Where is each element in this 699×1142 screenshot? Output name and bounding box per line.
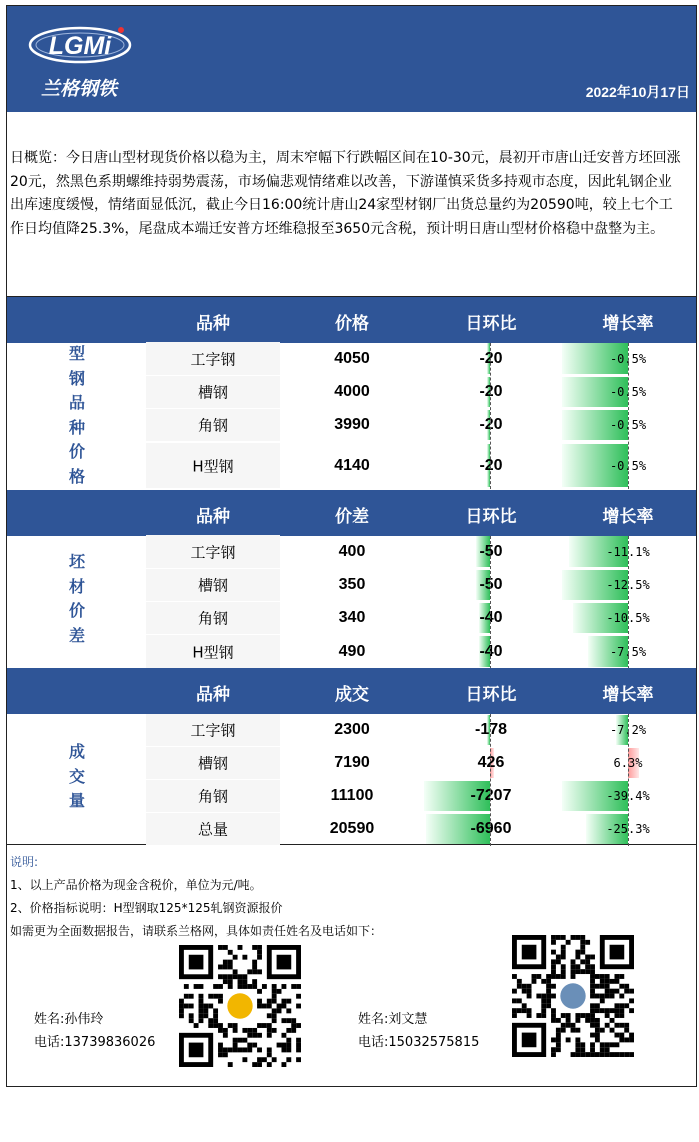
product-value: 3990 xyxy=(334,416,370,433)
divider xyxy=(7,844,696,845)
side-label-char: 格 xyxy=(68,466,85,486)
product-value: 4140 xyxy=(334,457,370,474)
column-header: 增长率 xyxy=(602,507,654,527)
product-name: 角钢 xyxy=(197,787,229,806)
side-label-char: 坯 xyxy=(68,552,85,571)
report-header xyxy=(7,6,696,112)
column-header: 增长率 xyxy=(602,685,654,705)
daily-change: -40 xyxy=(479,609,503,626)
svg-text:LGMi: LGMi xyxy=(48,32,112,60)
product-name: 角钢 xyxy=(197,609,229,628)
lange-logo xyxy=(27,23,147,103)
table-header xyxy=(7,668,696,714)
side-label-char: 型 xyxy=(68,344,85,363)
section-side-label xyxy=(62,342,92,489)
product-name: 工字钢 xyxy=(190,543,236,562)
product-name: 槽钢 xyxy=(197,383,229,402)
product-value: 7190 xyxy=(334,754,370,771)
svg-text:兰格钢铁: 兰格钢铁 xyxy=(40,78,118,100)
contact-phone: 电话:13739836026 xyxy=(34,1035,156,1050)
product-name: H型钢 xyxy=(192,457,234,476)
bar-axis xyxy=(490,714,491,846)
report-date: 2022年10月17日 xyxy=(585,84,690,100)
contact-2 xyxy=(358,1008,479,1054)
product-value: 20590 xyxy=(329,820,375,837)
column-header: 价格 xyxy=(335,314,369,334)
qr-code-1 xyxy=(179,945,301,1067)
side-label-char: 价 xyxy=(68,601,85,620)
section-side-label xyxy=(62,740,92,814)
column-header: 日环比 xyxy=(465,314,517,334)
daily-change: -50 xyxy=(479,576,503,593)
product-value: 400 xyxy=(338,543,366,560)
growth-rate: -39.4% xyxy=(606,789,650,803)
column-header: 品种 xyxy=(196,314,230,334)
product-name: 槽钢 xyxy=(197,576,229,595)
side-label-char: 价 xyxy=(68,442,85,461)
daily-change: -50 xyxy=(479,543,503,560)
column-header: 成交 xyxy=(335,685,369,705)
growth-rate: -7.5% xyxy=(609,645,647,659)
daily-change: -20 xyxy=(479,383,503,400)
side-label-char: 材 xyxy=(68,576,85,596)
contact-name: 姓名:刘文慧 xyxy=(358,1012,428,1027)
column-header: 日环比 xyxy=(465,507,517,527)
notes xyxy=(10,851,382,943)
growth-rate: -10.5% xyxy=(606,611,650,625)
side-label-char: 种 xyxy=(68,417,85,437)
growth-rate: -25.3% xyxy=(606,822,650,836)
column-header: 品种 xyxy=(196,685,230,705)
contact-name: 姓名:孙伟玲 xyxy=(34,1012,104,1027)
column-header: 品种 xyxy=(196,507,230,527)
daily-change: -178 xyxy=(474,721,508,738)
product-value: 4050 xyxy=(334,350,370,367)
product-value: 490 xyxy=(338,643,366,660)
daily-change: -20 xyxy=(479,350,503,367)
section-side-label xyxy=(62,550,92,648)
growth-rate: -11.1% xyxy=(606,545,650,559)
growth-rate: -7.2% xyxy=(609,723,647,737)
product-name: H型钢 xyxy=(192,643,234,662)
growth-rate: -0.5% xyxy=(609,418,647,432)
growth-rate: -0.5% xyxy=(609,459,647,473)
table-header xyxy=(7,490,696,536)
contact-1 xyxy=(34,1008,155,1054)
column-header: 日环比 xyxy=(465,685,517,705)
note-line: 2、价格指标说明：H型钢取125*125轧钢资源报价 xyxy=(10,901,283,915)
growth-rate: -0.5% xyxy=(609,385,647,399)
daily-change: -6960 xyxy=(470,820,512,837)
column-header: 增长率 xyxy=(602,314,654,334)
daily-change: -40 xyxy=(479,643,503,660)
contact-phone: 电话:15032575815 xyxy=(358,1035,480,1050)
growth-rate: 6.3% xyxy=(613,756,643,770)
daily-overview: 日概览：今日唐山型材现货价格以稳为主，周末窄幅下行跌幅区间在10-30元，晨初开市唐山迁安普方坯回涨20元，然黑色系期螺维持弱势震荡，市场偏悲观情绪难以改善，下游谨慎采货多持观市态度，因此轧钢企业出库速度缓慢，情绪面显低沉，截止今日16:00统计唐山24家型材钢厂出货总量约为20590吨，较上七个工作日均值降25.3%，尾盘成本端迁安普方坯维稳报至3650元含税，预计明日唐山型材价格稳中盘整为主。 xyxy=(10,150,681,237)
side-label-char: 差 xyxy=(68,625,85,645)
growth-rate: -0.5% xyxy=(609,352,647,366)
daily-change: -7207 xyxy=(470,787,512,804)
side-label-char: 成 xyxy=(68,742,85,761)
product-value: 2300 xyxy=(334,721,370,738)
bar-axis xyxy=(490,536,491,669)
side-label-char: 量 xyxy=(68,791,85,810)
product-value: 11100 xyxy=(330,787,374,804)
side-label-char: 交 xyxy=(68,766,85,786)
side-label-char: 钢 xyxy=(68,368,85,388)
daily-change: 426 xyxy=(477,754,505,771)
product-name: 角钢 xyxy=(197,416,229,435)
growth-rate: -12.5% xyxy=(606,578,650,592)
daily-change: -20 xyxy=(479,416,503,433)
product-name: 总量 xyxy=(197,820,229,839)
product-name: 工字钢 xyxy=(190,350,236,369)
bar-axis xyxy=(628,536,629,669)
product-value: 4000 xyxy=(334,383,370,400)
product-name: 槽钢 xyxy=(197,754,229,773)
notes-title: 说明: xyxy=(10,855,39,869)
product-name: 工字钢 xyxy=(190,721,236,740)
bar-axis xyxy=(628,714,629,846)
side-label-char: 品 xyxy=(68,393,85,412)
note-line: 如需更为全面数据报告，请联系兰格网，具体如责任姓名及电话如下： xyxy=(10,924,383,938)
column-header: 价差 xyxy=(335,507,369,527)
bar-axis xyxy=(628,343,629,489)
daily-change: -20 xyxy=(479,457,503,474)
product-value: 350 xyxy=(338,576,366,593)
qr-code-2 xyxy=(512,935,634,1057)
note-line: 1、以上产品价格为现金含税价，单位为元/吨。 xyxy=(10,878,262,892)
bar-axis xyxy=(490,343,491,489)
product-value: 340 xyxy=(338,609,366,626)
table-header xyxy=(7,297,696,343)
